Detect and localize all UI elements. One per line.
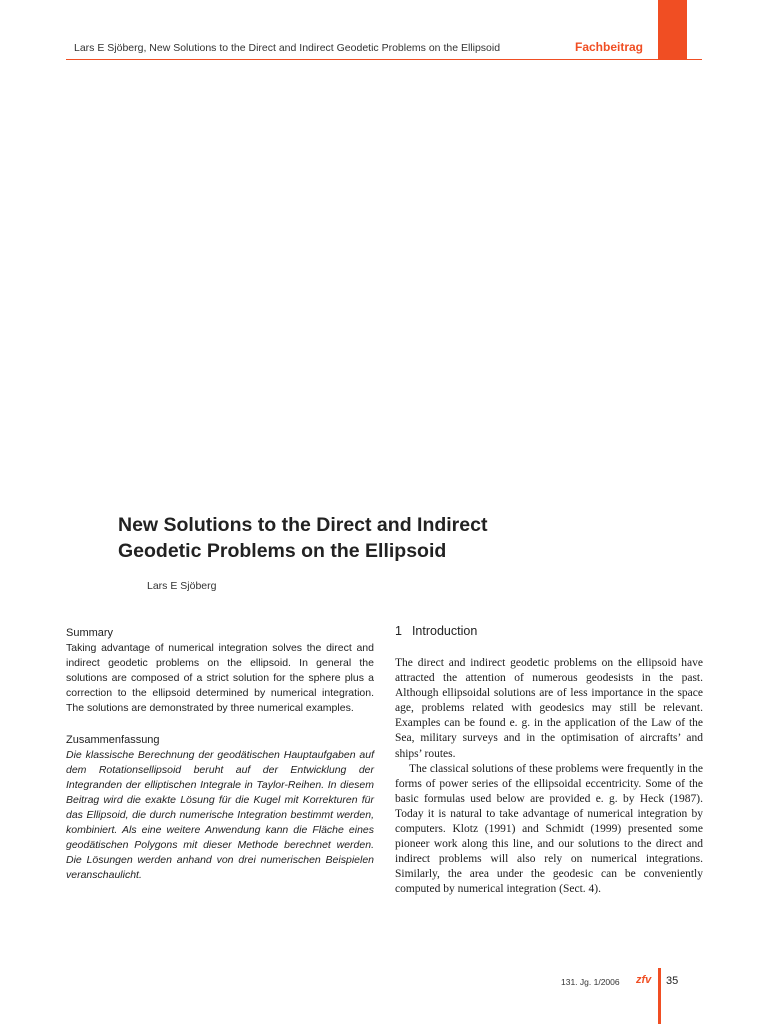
title-line-1: New Solutions to the Direct and Indirect [118, 514, 488, 536]
article-title [118, 512, 588, 564]
zusammenfassung-text: Die klassische Berechnung der geodätischen Hauptaufgaben auf dem Rotationsellipsoid beruht auf der Entwicklung der Integranden der elliptischen Integrale in Taylor-Reihen. In diesem Beitrag wird die exakte Lösung für die Kugel mit Korrekturen für das Ellipsoid, die durch numerische Integration bestimmt werden, kombiniert. Als eine weitere Anwendung kann die Fläche eines geodätischen Polygons mit dieser Methode berechnet werden. Die Lösungen werden anhand von drei numerischen Beispielen veranschaulicht. [66, 748, 374, 882]
header-rule [66, 59, 702, 60]
summary-heading: Summary [66, 627, 114, 639]
author-name: Lars E Sjöberg [147, 580, 217, 592]
title-line-2: Geodetic Problems on the Ellipsoid [118, 540, 447, 562]
footer-issue: 131. Jg. 1/2006 [561, 977, 620, 987]
section-number: 1 [395, 624, 402, 638]
section-label: Fachbeitrag [575, 40, 644, 54]
running-head: Lars E Sjöberg, New Solutions to the Direct and Indirect Geodetic Problems on the Ellipsoid [74, 42, 501, 54]
page-number: 35 [666, 975, 679, 987]
summary-text: Taking advantage of numerical integration solves the direct and indirect geodetic problems on the ellipsoid. In general the solutions are composed of a strict solution for the sphere plus a correction to the ellipsoid determined by numerical integration. The solutions are demonstrated by three numerical examples. [66, 642, 374, 715]
header-accent-bar [658, 0, 687, 60]
zusammenfassung-heading: Zusammenfassung [66, 733, 160, 746]
body-column [395, 624, 703, 898]
body-paragraph-2: The classical solutions of these problems were frequently in the forms of power series of the ellipsoidal eccentricity. Some of the basic formulas used below are provided e. g. by Heck (1987). Today it is natural to take advantage of numerical integration by computers. Klotz (1991) and Schmidt (1999) presented some pioneer work along this line, and our solutions to the direct and indirect problems will also rely on numerical integrations. Similarly, the area under the geodesic can be conveniently computed by numerical integration (Sect. 4). [395, 762, 703, 896]
section-title: Introduction [411, 624, 478, 638]
section-heading [395, 624, 703, 638]
abstract-column [66, 626, 374, 884]
journal-logo: zfv [636, 974, 652, 986]
body-paragraph-1: The direct and indirect geodetic problems on the ellipsoid have attracted the attention of numerous geodesists in the past. Although ellipsoidal solutions are of less importance in the space age, problems related with geodesics may still be relevant. Examples can be found e. g. in the application of the Law of the Sea, military surveys and in the optimisation of aircrafts’ and ships’ routes. [395, 657, 703, 760]
footer-accent-bar [658, 968, 661, 1024]
